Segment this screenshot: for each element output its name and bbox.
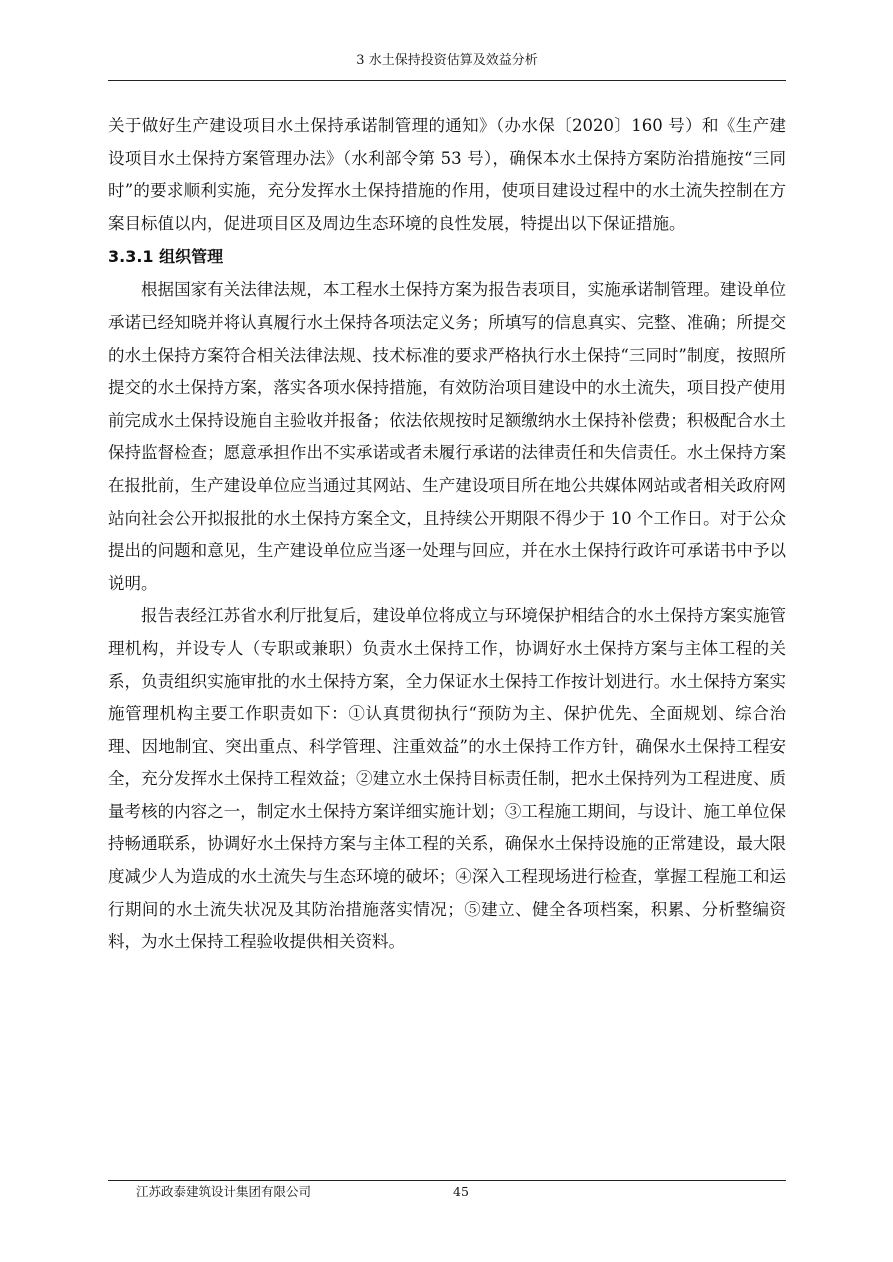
running-header: 3 水土保持投资估算及效益分析 xyxy=(356,53,538,68)
header-divider xyxy=(108,80,786,81)
document-body xyxy=(108,110,786,959)
page-number: 45 xyxy=(453,1184,469,1199)
body-paragraph-1: 根据国家有关法律法规，本工程水土保持方案为报告表项目，实施承诺制管理。建设单位承诺已经知晓并将认真履行水土保持各项法定义务；所填写的信息真实、完整、准确；所提交的水土保持方案符合相关法律法规、技术标准的要求严格执行水土保持“三同时”制度，按照所提交的水土保持方案，落实各项水保持措施，有效防治项目建设中的水土流失，项目投产使用前完成水土保持设施自主验收并报备；依法依规按时足额缴纳水土保持补偿费；积极配合水土保持监督检查；愿意承担作出不实承诺或者未履行承诺的法律责任和失信责任。水土保持方案在报批前，生产建设单位应当通过其网站、生产建设项目所在地公共媒体网站或者相关政府网站向社会公开拟报批的水土保持方案全文，且持续公开期限不得少于 10 个工作日。对于公众提出的问题和意见，生产建设单位应当逐一处理与回应，并在水土保持行政许可承诺书中予以说明。 xyxy=(108,280,786,593)
intro-paragraph: 关于做好生产建设项目水土保持承诺制管理的通知》（办水保〔2020〕160 号）和《生产建设项目水土保持方案管理办法》（水利部令第 53 号），确保本水土保持方案防治措施按“三同时”的要求顺利实施，充分发挥水土保持措施的作用，使项目建设过程中的水土流失控制在方案目标值以内，促进项目区及周边生态环境的良性发展，特提出以下保证措施。 xyxy=(108,116,786,233)
section-heading: 3.3.1 组织管理 xyxy=(108,247,224,267)
footer-divider xyxy=(108,1180,786,1181)
footer-company-name: 江苏政泰建筑设计集团有限公司 xyxy=(136,1184,312,1199)
body-paragraph-2: 报告表经江苏省水利厅批复后，建设单位将成立与环境保护相结合的水土保持方案实施管理机构，并设专人（专职或兼职）负责水土保持工作，协调好水土保持方案与主体工程的关系，负责组织实施审批的水土保持方案，全力保证水土保持工作按计划进行。水土保持方案实施管理机构主要工作职责如下：①认真贯彻执行“预防为主、保护优先、全面规划、综合治理、因地制宜、突出重点、科学管理、注重效益”的水土保持工作方针，确保水土保持工程安全，充分发挥水土保持工程效益；②建立水土保持目标责任制，把水土保持列为工程进度、质量考核的内容之一，制定水土保持方案详细实施计划；③工程施工期间，与设计、施工单位保持畅通联系，协调好水土保持方案与主体工程的关系，确保水土保持设施的正常建设，最大限度减少人为造成的水土流失与生态环境的破坏；④深入工程现场进行检查，掌握工程施工和运行期间的水土流失状况及其防治措施落实情况；⑤建立、健全各项档案，积累、分析整编资料，为水土保持工程验收提供相关资料。 xyxy=(108,606,786,952)
